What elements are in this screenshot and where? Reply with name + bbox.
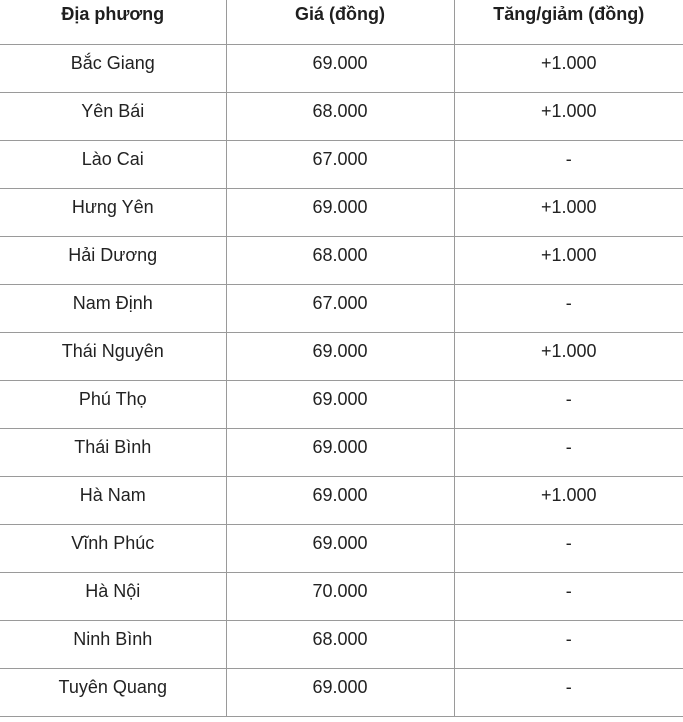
cell-region: Vĩnh Phúc — [0, 524, 226, 572]
table-row — [0, 188, 683, 236]
cell-region: Hưng Yên — [0, 188, 226, 236]
cell-region: Ninh Bình — [0, 620, 226, 668]
table-row — [0, 380, 683, 428]
cell-price: 68.000 — [226, 620, 454, 668]
table-row — [0, 236, 683, 284]
cell-region: Nam Định — [0, 284, 226, 332]
cell-change: +1.000 — [454, 476, 683, 524]
cell-price: 69.000 — [226, 524, 454, 572]
header-region: Địa phương — [0, 0, 226, 44]
table-row — [0, 44, 683, 92]
table-row — [0, 668, 683, 716]
cell-change: +1.000 — [454, 332, 683, 380]
table-row — [0, 476, 683, 524]
header-price: Giá (đồng) — [226, 0, 454, 44]
cell-region: Lào Cai — [0, 140, 226, 188]
table-row — [0, 140, 683, 188]
table-body — [0, 44, 683, 716]
cell-region: Bắc Giang — [0, 44, 226, 92]
table-row — [0, 524, 683, 572]
cell-price: 69.000 — [226, 188, 454, 236]
cell-change: - — [454, 284, 683, 332]
cell-change: +1.000 — [454, 92, 683, 140]
table-row — [0, 284, 683, 332]
cell-price: 69.000 — [226, 476, 454, 524]
cell-region: Tuyên Quang — [0, 668, 226, 716]
cell-change: - — [454, 620, 683, 668]
cell-region: Thái Bình — [0, 428, 226, 476]
cell-price: 69.000 — [226, 332, 454, 380]
table-row — [0, 620, 683, 668]
table-row — [0, 428, 683, 476]
cell-price: 69.000 — [226, 668, 454, 716]
cell-price: 67.000 — [226, 140, 454, 188]
cell-change: +1.000 — [454, 44, 683, 92]
table-row — [0, 92, 683, 140]
cell-region: Hải Dương — [0, 236, 226, 284]
cell-region: Phú Thọ — [0, 380, 226, 428]
cell-change: - — [454, 140, 683, 188]
cell-change: +1.000 — [454, 188, 683, 236]
cell-price: 70.000 — [226, 572, 454, 620]
cell-change: - — [454, 668, 683, 716]
cell-price: 67.000 — [226, 284, 454, 332]
cell-change: - — [454, 572, 683, 620]
cell-region: Yên Bái — [0, 92, 226, 140]
cell-change: - — [454, 380, 683, 428]
cell-change: +1.000 — [454, 236, 683, 284]
header-row — [0, 0, 683, 44]
cell-price: 69.000 — [226, 428, 454, 476]
cell-region: Hà Nội — [0, 572, 226, 620]
cell-price: 69.000 — [226, 44, 454, 92]
cell-price: 68.000 — [226, 236, 454, 284]
table-header — [0, 0, 683, 44]
table-row — [0, 332, 683, 380]
cell-price: 69.000 — [226, 380, 454, 428]
header-change: Tăng/giảm (đồng) — [454, 0, 683, 44]
cell-change: - — [454, 524, 683, 572]
cell-price: 68.000 — [226, 92, 454, 140]
cell-region: Thái Nguyên — [0, 332, 226, 380]
table-row — [0, 572, 683, 620]
cell-region: Hà Nam — [0, 476, 226, 524]
cell-change: - — [454, 428, 683, 476]
